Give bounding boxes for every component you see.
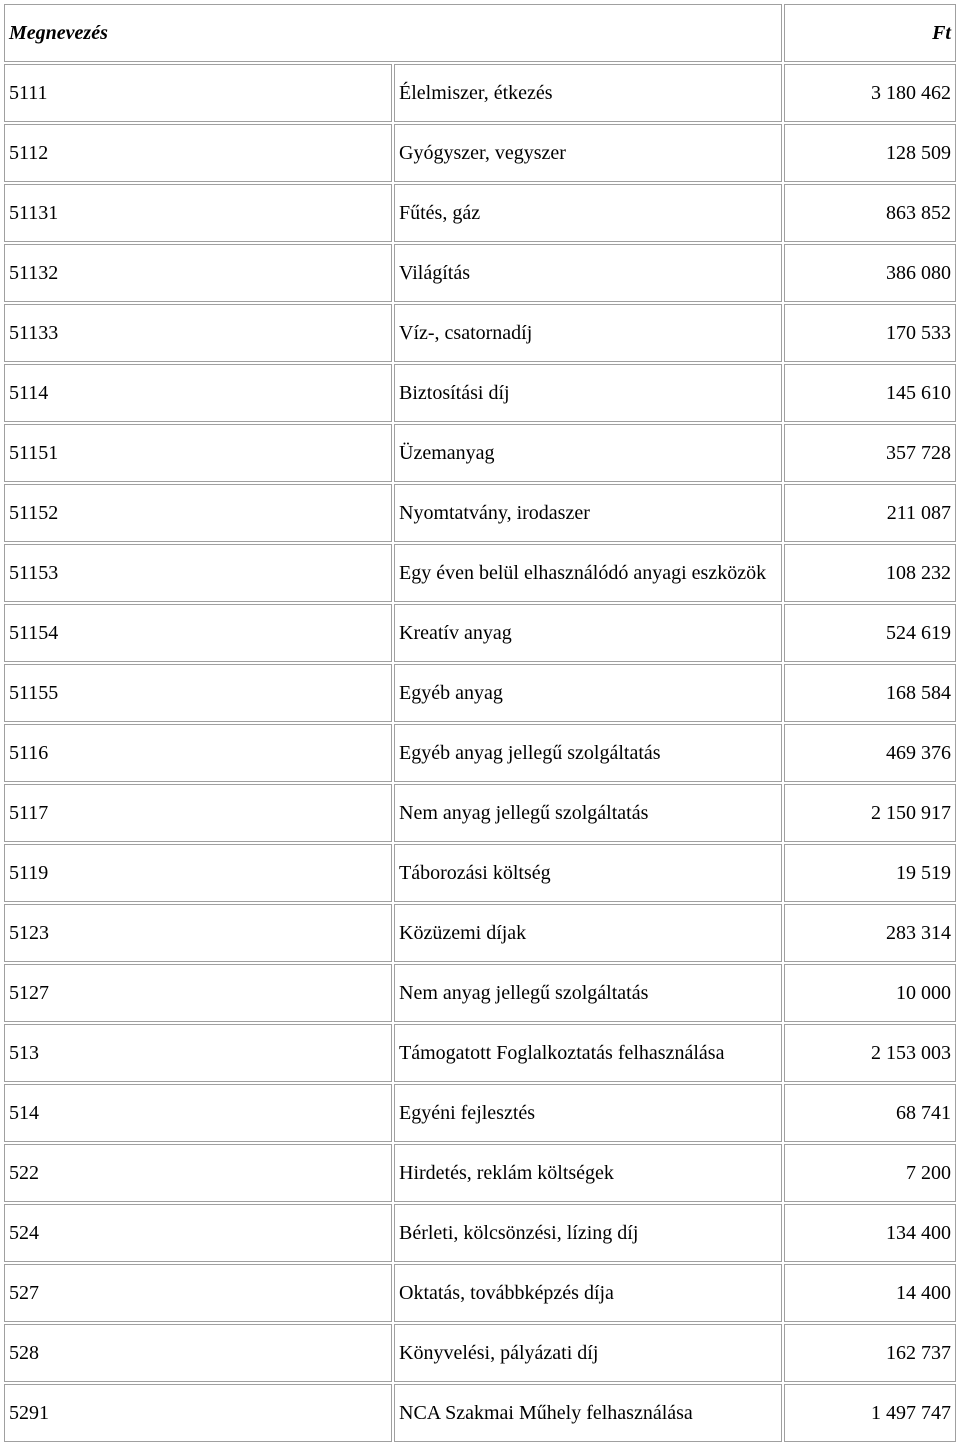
item-name-cell: Közüzemi díjak [394,904,782,962]
item-name-cell: Oktatás, továbbképzés díja [394,1264,782,1322]
expense-table [2,2,958,1444]
item-name-cell: Kreatív anyag [394,604,782,662]
amount-cell: 863 852 [784,184,956,242]
amount-cell: 168 584 [784,664,956,722]
amount-cell: 14 400 [784,1264,956,1322]
table-row [4,724,956,782]
item-name-cell: Támogatott Foglalkoztatás felhasználása [394,1024,782,1082]
account-code-cell: 5117 [4,784,392,842]
amount-cell: 357 728 [784,424,956,482]
account-code-cell: 513 [4,1024,392,1082]
table-row [4,1084,956,1142]
item-name-cell: Gyógyszer, vegyszer [394,124,782,182]
table-row [4,484,956,542]
account-code-cell: 5116 [4,724,392,782]
account-code-cell: 5112 [4,124,392,182]
table-row [4,304,956,362]
account-code-cell: 51152 [4,484,392,542]
table-row [4,1204,956,1262]
item-name-cell: Üzemanyag [394,424,782,482]
table-row [4,424,956,482]
table-row [4,784,956,842]
item-name-cell: Biztosítási díj [394,364,782,422]
header-name-cell: Megnevezés [4,4,782,62]
amount-cell: 469 376 [784,724,956,782]
account-code-cell: 5119 [4,844,392,902]
expense-table-body [4,4,956,1442]
account-code-cell: 5114 [4,364,392,422]
account-code-cell: 51132 [4,244,392,302]
amount-cell: 19 519 [784,844,956,902]
table-header-row [4,4,956,62]
item-name-cell: Nyomtatvány, irodaszer [394,484,782,542]
account-code-cell: 51154 [4,604,392,662]
amount-cell: 524 619 [784,604,956,662]
table-row [4,184,956,242]
account-code-cell: 51155 [4,664,392,722]
amount-cell: 170 533 [784,304,956,362]
table-row [4,1324,956,1382]
amount-cell: 7 200 [784,1144,956,1202]
account-code-cell: 514 [4,1084,392,1142]
account-code-cell: 51131 [4,184,392,242]
table-row [4,904,956,962]
item-name-cell: Bérleti, kölcsönzési, lízing díj [394,1204,782,1262]
amount-cell: 3 180 462 [784,64,956,122]
item-name-cell: NCA Szakmai Műhely felhasználása [394,1384,782,1442]
table-row [4,664,956,722]
table-row [4,124,956,182]
item-name-cell: Hirdetés, reklám költségek [394,1144,782,1202]
amount-cell: 128 509 [784,124,956,182]
table-row [4,64,956,122]
account-code-cell: 51153 [4,544,392,602]
item-name-cell: Nem anyag jellegű szolgáltatás [394,964,782,1022]
table-row [4,844,956,902]
table-row [4,544,956,602]
item-name-cell: Élelmiszer, étkezés [394,64,782,122]
item-name-cell: Egyéb anyag jellegű szolgáltatás [394,724,782,782]
amount-cell: 10 000 [784,964,956,1022]
table-row [4,1384,956,1442]
amount-cell: 162 737 [784,1324,956,1382]
table-row [4,1264,956,1322]
item-name-cell: Táborozási költség [394,844,782,902]
amount-cell: 68 741 [784,1084,956,1142]
item-name-cell: Egyéb anyag [394,664,782,722]
table-row [4,364,956,422]
table-row [4,1024,956,1082]
account-code-cell: 5291 [4,1384,392,1442]
item-name-cell: Víz-, csatornadíj [394,304,782,362]
table-row [4,244,956,302]
account-code-cell: 522 [4,1144,392,1202]
account-code-cell: 5123 [4,904,392,962]
table-row [4,604,956,662]
account-code-cell: 524 [4,1204,392,1262]
amount-cell: 386 080 [784,244,956,302]
header-amount-cell: Ft [784,4,956,62]
account-code-cell: 51133 [4,304,392,362]
item-name-cell: Egyéni fejlesztés [394,1084,782,1142]
amount-cell: 2 153 003 [784,1024,956,1082]
table-row [4,1144,956,1202]
amount-cell: 108 232 [784,544,956,602]
item-name-cell: Nem anyag jellegű szolgáltatás [394,784,782,842]
item-name-cell: Világítás [394,244,782,302]
account-code-cell: 5127 [4,964,392,1022]
amount-cell: 2 150 917 [784,784,956,842]
amount-cell: 1 497 747 [784,1384,956,1442]
account-code-cell: 5111 [4,64,392,122]
item-name-cell: Fűtés, gáz [394,184,782,242]
account-code-cell: 51151 [4,424,392,482]
account-code-cell: 528 [4,1324,392,1382]
amount-cell: 211 087 [784,484,956,542]
amount-cell: 134 400 [784,1204,956,1262]
amount-cell: 283 314 [784,904,956,962]
item-name-cell: Egy éven belül elhasználódó anyagi eszközök [394,544,782,602]
item-name-cell: Könyvelési, pályázati díj [394,1324,782,1382]
amount-cell: 145 610 [784,364,956,422]
table-row [4,964,956,1022]
account-code-cell: 527 [4,1264,392,1322]
